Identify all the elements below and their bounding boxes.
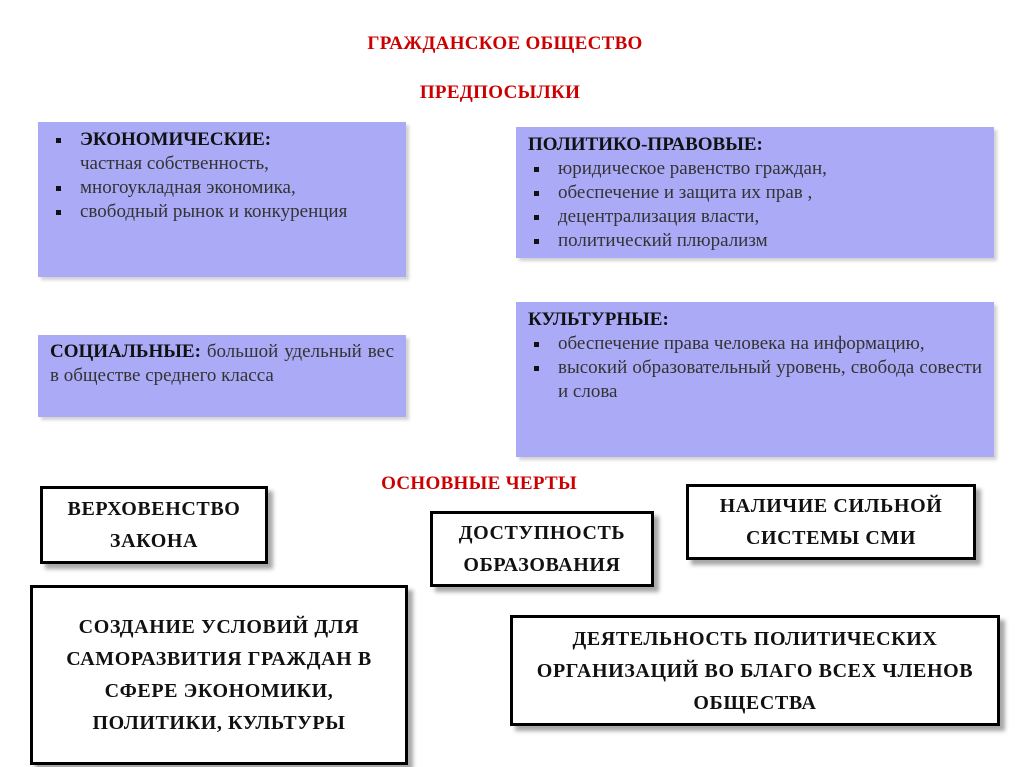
political-legal-box: [516, 127, 994, 258]
political-legal-title: ПОЛИТИКО-ПРАВОВЫЕ:: [528, 134, 763, 155]
feature-education: [430, 511, 654, 587]
feature-media: [686, 484, 976, 560]
political-legal-item-1: юридическое равенство граждан,: [528, 157, 982, 181]
cultural-item-2: высокий образовательный уровень, свобода совести и слова: [528, 356, 982, 404]
economic-box: [38, 122, 406, 277]
economic-item-1: многоукладная экономика,: [50, 176, 394, 200]
feature-education-label: ДОСТУПНОСТЬ ОБРАЗОВАНИЯ: [458, 522, 626, 576]
political-legal-item-3: децентрализация власти,: [528, 205, 982, 229]
features-heading: ОСНОВНЫЕ ЧЕРТЫ: [381, 473, 577, 494]
feature-self-development: [30, 585, 408, 765]
economic-item-2: свободный рынок и конкуренция: [50, 200, 394, 224]
prerequisites-heading: ПРЕДПОСЫЛКИ: [419, 82, 581, 103]
economic-title: ЭКОНОМИЧЕСКИЕ:: [80, 129, 272, 150]
social-text: большой удельный вес в обществе среднего класса: [50, 341, 394, 386]
feature-political-orgs: [510, 615, 1000, 726]
feature-rule-of-law: [40, 486, 268, 564]
social-box: [38, 335, 406, 417]
cultural-title: КУЛЬТУРНЫЕ:: [528, 309, 669, 330]
page-title: ГРАЖДАНСКОЕ ОБЩЕСТВО: [367, 33, 643, 54]
cultural-box: [516, 302, 994, 457]
political-legal-item-4: политический плюрализм: [528, 229, 982, 253]
social-title: СОЦИАЛЬНЫЕ:: [50, 341, 201, 362]
cultural-item-1: обеспечение права человека на информацию,: [528, 332, 982, 356]
feature-media-label: НАЛИЧИЕ СИЛЬНОЙ СИСТЕМЫ СМИ: [719, 495, 943, 549]
feature-rule-of-law-label: ВЕРХОВЕНСТВО ЗАКОНА: [67, 498, 241, 552]
feature-self-development-label: СОЗДАНИЕ УСЛОВИЙ ДЛЯ САМОРАЗВИТИЯ ГРАЖДАН В СФЕРЕ ЭКОНОМИКИ, ПОЛИТИКИ, КУЛЬТУРЫ: [66, 616, 372, 734]
economic-line-1: частная собственность,: [80, 153, 269, 174]
feature-political-orgs-label: ДЕЯТЕЛЬНОСТЬ ПОЛИТИЧЕСКИХ ОРГАНИЗАЦИЙ ВО БЛАГО ВСЕХ ЧЛЕНОВ ОБЩЕСТВА: [536, 627, 974, 714]
political-legal-item-2: обеспечение и защита их прав ,: [528, 181, 982, 205]
